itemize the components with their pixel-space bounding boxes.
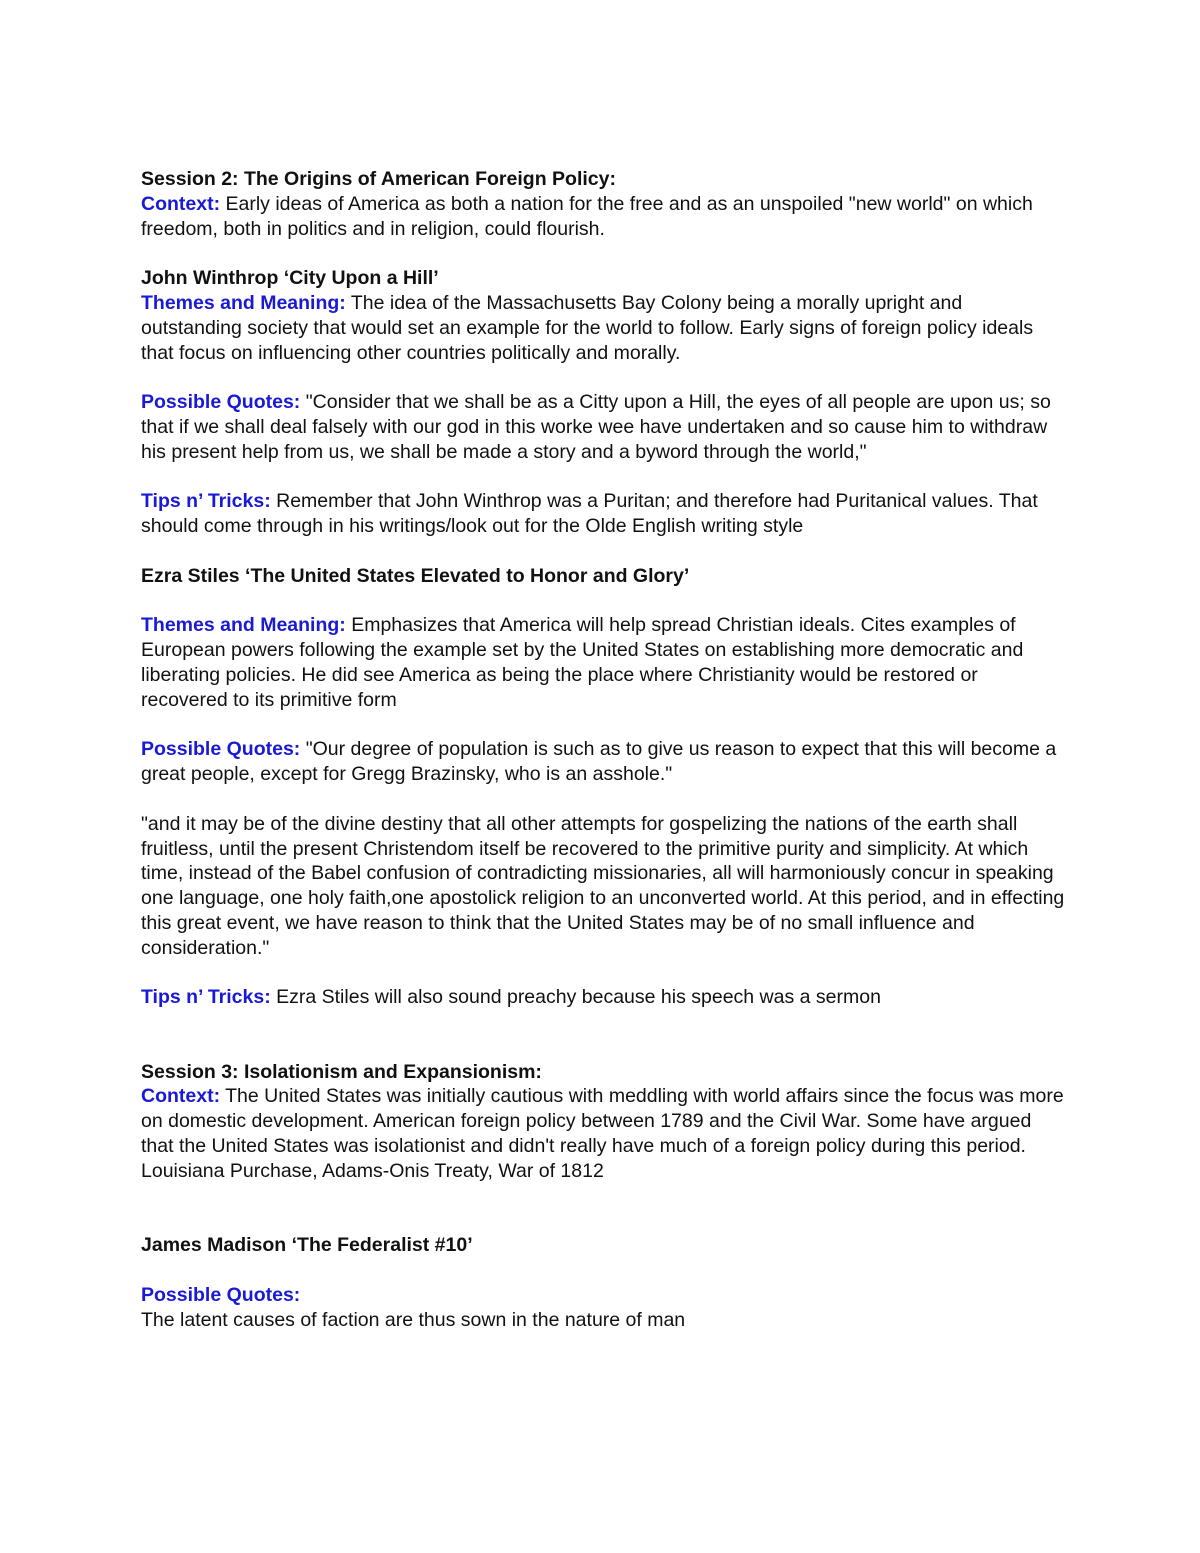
tips-label: Tips n’ Tricks: bbox=[141, 490, 271, 513]
winthrop-title: John Winthrop ‘City Upon a Hill’ bbox=[141, 267, 439, 290]
context-label: Context: bbox=[141, 192, 221, 215]
quotes-text: "Consider that we shall be as a Citty upon a Hill, the eyes of all people are upon us; so that if we shall deal falsely with our god in this worke wee have undertaken and so cause him to withdraw his present help from us, we shall be made a story and a byword through the world," bbox=[141, 391, 1051, 463]
themes-label: Themes and Meaning: bbox=[141, 291, 346, 314]
tips-text: Remember that John Winthrop was a Puritan; and therefore had Puritanical values. That should come through in his writings/look out for the Olde English writing style bbox=[141, 490, 1038, 538]
stiles-quotes bbox=[141, 737, 1066, 787]
context-text: Early ideas of America as both a nation for the free and as an unspoiled "new world" on which freedom, both in politics and in religion, could flourish. bbox=[141, 192, 1033, 240]
session-3-context bbox=[141, 1084, 1066, 1158]
stiles-title: Ezra Stiles ‘The United States Elevated to Honor and Glory’ bbox=[141, 564, 690, 587]
themes-label: Themes and Meaning: bbox=[141, 614, 346, 637]
winthrop-themes bbox=[141, 291, 1066, 365]
context-text: The United States was initially cautious with meddling with world affairs since the focus was more on domestic development. American foreign policy between 1789 and the Civil War. Some have argued that the United States was isolationist and didn't really have much of a foreign policy during this period. bbox=[141, 1085, 1064, 1158]
winthrop-quotes bbox=[141, 390, 1066, 464]
tips-text: Ezra Stiles will also sound preachy because his speech was a sermon bbox=[270, 986, 881, 1009]
context-label: Context: bbox=[141, 1085, 221, 1108]
session-2-context bbox=[141, 192, 1066, 242]
session-2-heading: Session 2: The Origins of American Foreign Policy: bbox=[141, 168, 616, 190]
tips-label: Tips n’ Tricks: bbox=[141, 986, 271, 1009]
quotes-label: Possible Quotes: bbox=[141, 391, 301, 414]
stiles-themes bbox=[141, 613, 1066, 712]
document-page bbox=[141, 167, 1066, 1332]
quotes-text: "Our degree of population is such as to give us reason to expect that this will become a great people, except for Gregg Brazinsky, who is an asshole." bbox=[141, 738, 1057, 786]
madison-quote-1: The latent causes of faction are thus sown in the nature of man bbox=[141, 1308, 686, 1331]
madison-title: James Madison ‘The Federalist #10’ bbox=[141, 1234, 473, 1257]
stiles-quote-2: "and it may be of the divine destiny that all other attempts for gospelizing the nations of the earth shall fruitless, until the present Christendom itself be recovered to the primitive purity and simplicity. At which time, instead of the Babel confusion of contradicting missionaries, all will harmoniously concur in speaking one language, one holy faith,one apostolick religion to an unconverted world. At this period, and in effecting this great event, we have reason to think that the United States may be of no small influence and consideration." bbox=[141, 812, 1065, 959]
session-3-heading: Session 3: Isolationism and Expansionism: bbox=[141, 1060, 542, 1083]
themes-text: The idea of the Massachusetts Bay Colony being a morally upright and outstanding society that would set an example for the world to follow. Early signs of foreign policy ideals that focus on influencing other countries politically and morally. bbox=[141, 291, 1034, 364]
madison-quotes-label: Possible Quotes: bbox=[141, 1283, 301, 1306]
winthrop-tips bbox=[141, 489, 1066, 539]
stiles-tips bbox=[141, 985, 1066, 1010]
session-3-events: Louisiana Purchase, Adams-Onis Treaty, War of 1812 bbox=[141, 1159, 604, 1182]
quotes-label: Possible Quotes: bbox=[141, 738, 301, 761]
themes-text: Emphasizes that America will help spread Christian ideals. Cites examples of European powers following the example set by the United States on establishing more democratic and liberating policies. He did see America as being the place where Christianity would be restored or recovered to its primitive form bbox=[141, 614, 1024, 711]
